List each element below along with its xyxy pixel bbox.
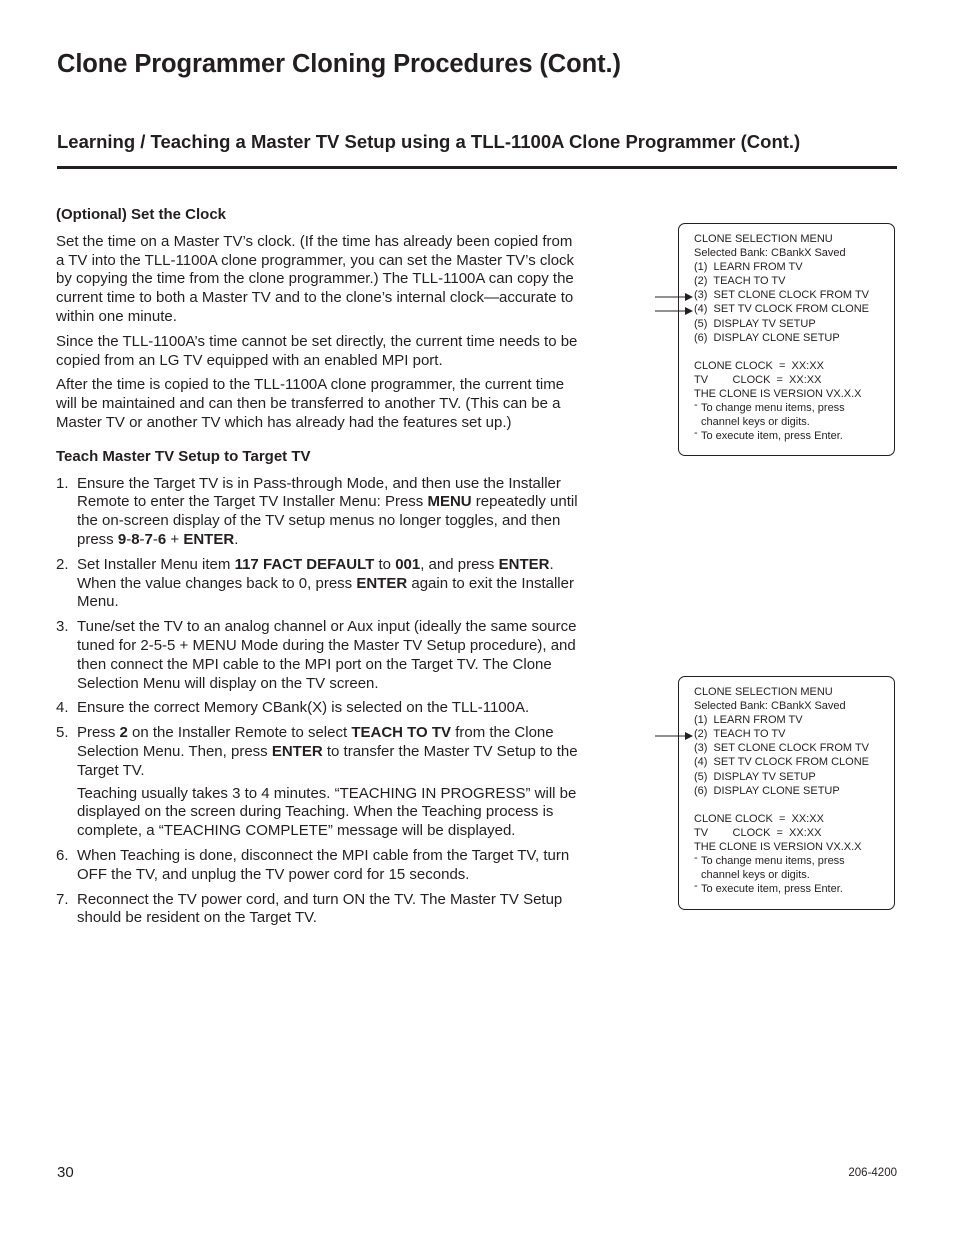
note-text: To execute item, press Enter. <box>701 430 843 443</box>
menu-item-display-tv: (5) DISPLAY TV SETUP <box>694 317 816 330</box>
step-text-run: Ensure the correct Memory CBank(X) is selected on the TLL-1100A. <box>77 699 530 717</box>
step-text <box>77 556 581 612</box>
note-text: To execute item, press Enter. <box>701 883 843 896</box>
menu-spacer <box>694 345 894 359</box>
teach-heading: Teach Master TV Setup to Target TV <box>56 447 311 465</box>
step-text <box>77 618 581 693</box>
step-keyword: TEACH TO TV <box>351 724 452 742</box>
note-dash: - <box>694 427 698 440</box>
menu-spacer <box>694 798 894 812</box>
page-title: Clone Programmer Cloning Procedures (Cont.) <box>57 50 621 78</box>
note-dash: - <box>694 399 698 412</box>
step-text-run: to transfer the Master TV Setup to the Target TV. <box>77 742 578 779</box>
menu-version: THE CLONE IS VERSION VX.X.X <box>694 388 862 401</box>
note-text: To change menu items, press <box>701 855 845 868</box>
document-number: 206-4200 <box>848 1167 897 1179</box>
menu-item-display-clone: (6) DISPLAY CLONE SETUP <box>694 784 840 797</box>
menu-item-set-tv-clock: (4) SET TV CLOCK FROM CLONE <box>694 303 870 316</box>
step-text-run: - <box>152 530 158 548</box>
step-number: 3. <box>56 618 69 636</box>
menu-clone-clock: CLONE CLOCK = XX:XX <box>694 812 824 825</box>
menu-note-change-cont <box>694 868 894 882</box>
step-item <box>56 724 581 841</box>
step-keyword: ENTER <box>498 555 550 573</box>
step-text-run: Ensure the Target TV is in Pass-through Mode, and then use the Installer Remote to enter the Target TV Installer Menu: Press <box>77 474 561 511</box>
note-text: channel keys or digits. <box>701 416 810 429</box>
step-text-run: on the Installer Remote to select <box>127 724 352 742</box>
step-text-run: . When the value changes back to 0, press <box>77 555 554 592</box>
clone-menu-screen-clock <box>678 223 895 456</box>
menu-bank: Selected Bank: CBankX Saved <box>694 247 846 260</box>
step-keyword: ENTER <box>183 530 235 548</box>
step-text-run: Set Installer Menu item <box>77 555 235 573</box>
step-item <box>56 556 581 612</box>
step-text-run: - <box>139 530 145 548</box>
step-text-run: When Teaching is done, disconnect the MPI cable from the Target TV, turn OFF the TV, and unplug the TV power cord for 15 seconds. <box>77 846 570 883</box>
step-keyword: 001 <box>395 555 421 573</box>
menu-item-set-clone-clock: (3) SET CLONE CLOCK FROM TV <box>694 289 870 302</box>
step-keyword: 9 <box>117 530 127 548</box>
menu-item-learn: (1) LEARN FROM TV <box>694 261 803 274</box>
menu-title: CLONE SELECTION MENU <box>694 233 833 245</box>
note-text: To change menu items, press <box>701 402 845 415</box>
step-item <box>56 847 581 885</box>
step-item <box>56 618 581 693</box>
step-keyword: 2 <box>119 724 128 742</box>
step-text <box>77 699 581 718</box>
step-keyword: MENU <box>427 493 472 511</box>
menu-item-learn: (1) LEARN FROM TV <box>694 714 803 727</box>
note-dash: - <box>694 880 698 893</box>
step-text <box>77 891 581 929</box>
step-note: Teaching usually takes 3 to 4 minutes. “TEACHING IN PROGRESS” will be displayed on the screen during Teaching. When the Teaching process is complete, a “TEACHING COMPLETE” message will be displayed. <box>77 784 577 840</box>
menu-note-change <box>694 401 894 415</box>
step-text-run: repeatedly until the on-screen display of the TV setup menus no longer toggles, and then press <box>77 493 578 548</box>
menu-tv-clock: TV CLOCK = XX:XX <box>694 373 822 386</box>
menu-version: THE CLONE IS VERSION VX.X.X <box>694 841 862 854</box>
note-text: channel keys or digits. <box>701 869 810 882</box>
menu-title: CLONE SELECTION MENU <box>694 686 833 698</box>
menu-item-teach: (2) TEACH TO TV <box>694 275 786 288</box>
step-text-run: Tune/set the TV to an analog channel or Aux input (ideally the same source tuned for 2-5-5 + MENU Mode during the Master TV Setup procedure), and then connect the MPI cable to the MPI port on the Target TV. The Clone Selection Menu will display on the TV screen. <box>77 618 577 692</box>
clock-paragraph: After the time is copied to the TLL-1100A clone programmer, the current time will be maintained and can then be transferred to another TV. (This can be a Master TV or another TV which has already had the features set up.) <box>56 376 565 431</box>
menu-clone-clock: CLONE CLOCK = XX:XX <box>694 359 824 372</box>
step-keyword: 6 <box>157 530 167 548</box>
clone-menu-screen-teach <box>678 676 895 910</box>
step-number: 7. <box>56 890 69 908</box>
step-number: 6. <box>56 846 69 864</box>
step-item <box>56 475 581 550</box>
section-divider <box>57 166 897 169</box>
menu-note-execute <box>694 882 894 896</box>
menu-bank: Selected Bank: CBankX Saved <box>694 700 846 713</box>
menu-note-change-cont <box>694 415 894 429</box>
teach-steps-list <box>56 475 581 929</box>
step-number: 2. <box>56 555 69 573</box>
step-text <box>77 847 581 885</box>
step-text-run: to <box>374 555 396 573</box>
step-keyword: 8 <box>131 530 140 548</box>
step-text-run: . <box>234 530 239 548</box>
step-text-run: , and press <box>420 555 499 573</box>
clock-paragraph: Set the time on a Master TV’s clock. (If the time has already been copied from a TV into the TLL-1100A clone programmer, you can set the Master TV’s clock by copying the time from the clone programmer.) The TLL-1100A can copy the current time to both a Master TV and to the clone’s internal clock—accurate to within one minute. <box>56 232 575 325</box>
step-item <box>56 891 581 929</box>
step-text <box>77 724 581 780</box>
step-keyword: 7 <box>144 530 153 548</box>
menu-item-display-clone: (6) DISPLAY CLONE SETUP <box>694 331 840 344</box>
clock-heading: (Optional) Set the Clock <box>56 206 227 223</box>
menu-note-change <box>694 854 894 868</box>
menu-item-set-clone-clock: (3) SET CLONE CLOCK FROM TV <box>694 742 870 755</box>
menu-note-execute <box>694 429 894 443</box>
step-text <box>77 475 581 550</box>
note-dash: - <box>694 852 698 865</box>
step-keyword: ENTER <box>271 742 323 760</box>
main-content <box>56 206 581 934</box>
clock-paragraph: Since the TLL-1100A’s time cannot be set directly, the current time needs to be copied from an LG TV equipped with an enabled MPI port. <box>56 332 578 369</box>
step-number: 5. <box>56 724 69 742</box>
menu-item-teach: (2) TEACH TO TV <box>694 728 786 741</box>
step-number: 4. <box>56 699 69 717</box>
menu-item-display-tv: (5) DISPLAY TV SETUP <box>694 770 816 783</box>
step-text-run: Reconnect the TV power cord, and turn ON the TV. The Master TV Setup should be resident on the Target TV. <box>77 890 563 927</box>
step-number: 1. <box>56 474 69 492</box>
page-number: 30 <box>57 1164 74 1181</box>
step-text-run: + <box>166 530 184 548</box>
menu-item-set-tv-clock: (4) SET TV CLOCK FROM CLONE <box>694 756 870 769</box>
menu-tv-clock: TV CLOCK = XX:XX <box>694 826 822 839</box>
step-item <box>56 699 581 718</box>
step-text-run: again to exit the Installer Menu. <box>77 574 574 611</box>
step-keyword: ENTER <box>356 574 408 592</box>
section-title: Learning / Teaching a Master TV Setup using a TLL-1100A Clone Programmer (Cont.) <box>57 131 801 152</box>
step-text-run: - <box>126 530 132 548</box>
step-text-run: from the Clone Selection Menu. Then, press <box>77 724 554 760</box>
step-keyword: 117 FACT DEFAULT <box>234 555 375 573</box>
step-text-run: Press <box>77 724 120 742</box>
